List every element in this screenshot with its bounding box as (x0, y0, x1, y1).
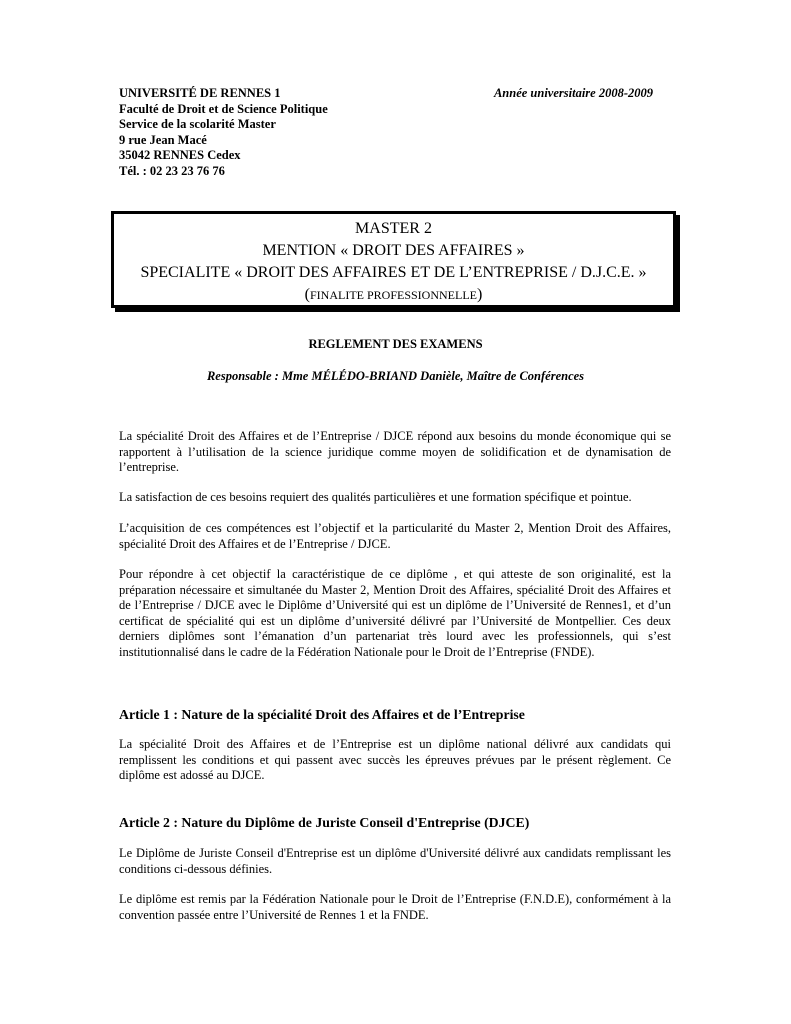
finalite-close-paren: ) (477, 286, 483, 303)
article-1-text: La spécialité Droit des Affaires et de l’Entreprise est un diplôme national délivré aux candidats qui remplissent les conditions et qui passent avec succès les épreuves prévues par le présent règlement. Ce diplôme est adossé au DJCE. (119, 737, 671, 783)
intro-paragraph-4: Pour répondre à cet objectif la caractéristique de ce diplôme , et qui atteste de son originalité, est la préparation nécessaire et simultanée du Master 2, Mention Droit des Affaires, spécialité Droit des Affaires et de l’Entreprise / DJCE avec le Diplôme d’Université qui est un diplôme de l’Université de Rennes1, et d’un certificat de spécialité qui est un diplôme d’université délivré par l’Université de Montpellier. Ces deux derniers diplômes sont l’émanation d’un partenariat très lourd avec les professionnels, qui s’est institutionnalisé dans le cadre de la Fédération Nationale pour le Droit de l’Entreprise (FNDE). (119, 567, 671, 659)
finalite-text: FINALITE PROFESSIONNELLE (310, 288, 477, 302)
article-2-paragraph-2: Le diplôme est remis par la Fédération Nationale pour le Droit de l’Entreprise (F.N.D.E), conformément à la convention passée entre l’Université de Rennes 1 et la FNDE. (119, 892, 671, 922)
street-address: 9 rue Jean Macé (119, 132, 207, 147)
university-name: UNIVERSITÉ DE RENNES 1 (119, 86, 281, 100)
responsable-line: Responsable : Mme MÉLÉDO-BRIAND Danièle, Maître de Conférences (206, 369, 585, 383)
finalite-open-paren: ( (304, 286, 310, 303)
intro-paragraph-1: La spécialité Droit des Affaires et de l’Entreprise / DJCE répond aux besoins du monde économique qui se rapportent à l’utilisation de la science juridique comme moyen de solidification et de dynamisation de l’entreprise. (119, 429, 671, 475)
phone-number: Tél. : 02 23 23 76 76 (119, 163, 225, 178)
title-master: MASTER 2 (355, 220, 432, 237)
intro-paragraph-3: L’acquisition de ces compétences est l’objectif et la particularité du Master 2, Mention Droit des Affaires, spécialité Droit des Affaires et de l’Entreprise / DJCE. (119, 521, 671, 551)
program-title-box (111, 211, 676, 308)
article-2-title: Article 2 : Nature du Diplôme de Juriste Conseil d'Entreprise (DJCE) (119, 815, 530, 830)
service-name: Service de la scolarité Master (119, 117, 276, 131)
reglement-heading: REGLEMENT DES EXAMENS (308, 337, 483, 351)
postal-address: 35042 RENNES Cedex (119, 148, 241, 162)
article-2-paragraph-1: Le Diplôme de Juriste Conseil d'Entreprise est un diplôme d'Université délivré aux candidats remplissant les conditions ci-dessous définies. (119, 846, 671, 876)
article-1-title: Article 1 : Nature de la spécialité Droit des Affaires et de l’Entreprise (119, 707, 525, 722)
title-finalite (114, 284, 673, 306)
academic-year: Année universitaire 2008-2009 (493, 86, 653, 100)
faculty-name: Faculté de Droit et de Science Politique (119, 101, 328, 116)
university-header (119, 86, 671, 179)
title-specialite: SPECIALITE « DROIT DES AFFAIRES ET DE L’ENTREPRISE / D.J.C.E. » (140, 264, 647, 281)
title-mention: MENTION « DROIT DES AFFAIRES » (262, 242, 525, 259)
intro-paragraph-2: La satisfaction de ces besoins requiert des qualités particulières et une formation spécifique et pointue. (119, 490, 632, 504)
